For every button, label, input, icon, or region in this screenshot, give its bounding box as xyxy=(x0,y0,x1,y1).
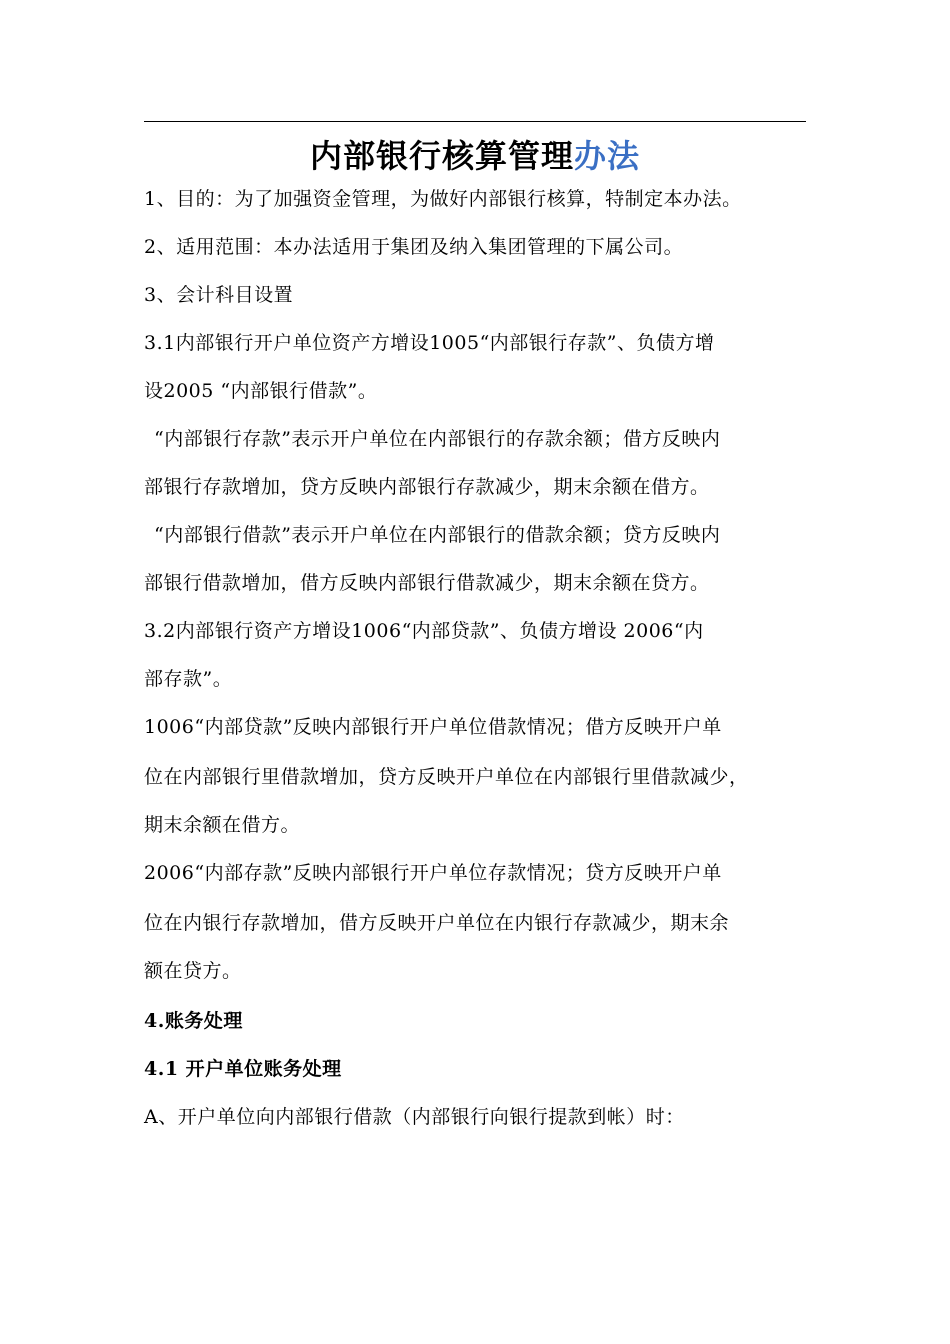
paragraph-line: 3.1内部银行开户单位资产方增设1005“内部银行存款”、负债方增 xyxy=(144,332,715,354)
paragraph-line: 3.2内部银行资产方增设1006“内部贷款”、负债方增设 2006“内 xyxy=(144,620,704,642)
section-heading: 4.账务处理 xyxy=(144,1010,243,1032)
subsection-heading: 4.1 开户单位账务处理 xyxy=(144,1058,342,1080)
paragraph-line: 部银行借款增加，借方反映内部银行借款减少，期末余额在贷方。 xyxy=(144,572,710,594)
paragraph-line: A、开户单位向内部银行借款（内部银行向银行提款到帐）时： xyxy=(144,1106,685,1128)
title-main: 内部银行核算管理 xyxy=(309,137,574,175)
paragraph-line: 2、适用范围：本办法适用于集团及纳入集团管理的下属公司。 xyxy=(144,236,684,258)
document-title xyxy=(0,134,950,178)
paragraph-line: 期末余额在借方。 xyxy=(144,814,301,836)
paragraph-line: 部银行存款增加，贷方反映内部银行存款减少，期末余额在借方。 xyxy=(144,476,710,498)
paragraph-line: 设2005 “内部银行借款”。 xyxy=(144,380,378,402)
paragraph-line: 位在内银行存款增加，借方反映开户单位在内银行存款减少，期末余 xyxy=(144,912,730,934)
paragraph-line: 部存款”。 xyxy=(144,668,233,690)
paragraph-line: “内部银行存款”表示开户单位在内部银行的存款余额；借方反映内 xyxy=(154,428,721,450)
header-rule xyxy=(144,121,806,122)
section-heading: 3、会计科目设置 xyxy=(144,284,294,306)
paragraph-line: “内部银行借款”表示开户单位在内部银行的借款余额；贷方反映内 xyxy=(154,524,721,546)
paragraph-line: 2006“内部存款”反映内部银行开户单位存款情况；贷方反映开户单 xyxy=(144,862,722,884)
paragraph-line: 额在贷方。 xyxy=(144,960,242,982)
paragraph-line: 1006“内部贷款”反映内部银行开户单位借款情况；借方反映开户单 xyxy=(144,716,722,738)
paragraph-line: 位在内部银行里借款增加，贷方反映开户单位在内部银行里借款减少， xyxy=(144,766,749,788)
title-accent: 办法 xyxy=(574,137,641,175)
paragraph-line: 1、目的：为了加强资金管理，为做好内部银行核算，特制定本办法。 xyxy=(144,188,742,210)
